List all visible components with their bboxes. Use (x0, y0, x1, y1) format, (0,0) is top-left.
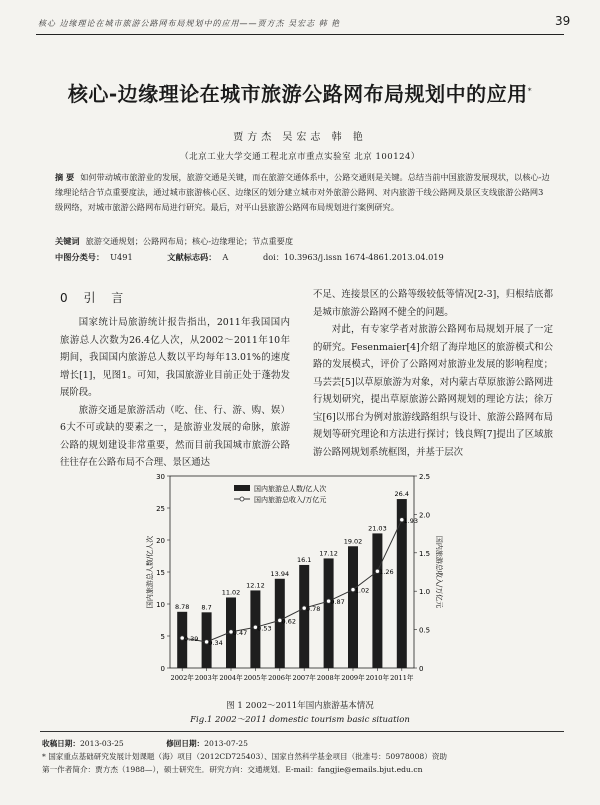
bar-label: 12.12 (246, 581, 265, 590)
y-right-axis-label: 国内旅游总收入/万亿元 (435, 535, 443, 609)
doc-value: A (222, 252, 229, 262)
bar-label: 19.02 (343, 537, 363, 546)
x-tick-label: 2004年 (219, 674, 243, 682)
y-left-tick-label: 10 (156, 601, 165, 609)
section-heading (60, 289, 129, 306)
keywords-label: 关键词 (55, 236, 80, 246)
y-left-tick-label: 5 (160, 633, 165, 641)
y-right-tick-label: 0.5 (419, 626, 431, 635)
paper-title (40, 78, 560, 107)
footnote-dates (42, 738, 562, 750)
x-tick-label: 2008年 (316, 674, 341, 682)
y-right-tick-label: 1.5 (419, 549, 431, 558)
y-right-tick-label: 1.0 (419, 588, 431, 597)
revised-date (166, 739, 268, 748)
income-label: 1.93 (403, 516, 419, 525)
paragraph: 对此，有专家学者对旅游公路网布局规划开展了一定的研究。Fesenmaier[4]介绍了海岸地区的旅游模式和公路的发展模式，评价了公路网对旅游业发展的影响程度；马芸芸[5]以草原旅游为对象，对内蒙古草原旅游公路网进行规划研究，提出草原旅游公路网规划的理论方法；徐万宝[6]以邢台为例对旅游线路组织与设计、旅游公路网布局规划等研究理论和方法进行探讨；钱良辉[7]提出了区域旅游公路网规划系统框图，并基于层次 (313, 324, 553, 458)
bar (372, 533, 382, 668)
y-right-tick-label: 2.0 (419, 511, 431, 520)
abstract-label: 摘 要 (55, 172, 75, 182)
y-left-tick-label: 15 (156, 569, 165, 577)
bar-label: 8.78 (174, 602, 190, 611)
received-value: 2013-03-25 (79, 739, 124, 748)
y-left-tick-label: 25 (156, 505, 165, 513)
bar-label: 16.1 (296, 555, 312, 564)
page-number: 39 (555, 14, 571, 28)
section-number: 0 (60, 291, 74, 305)
bar-label: 13.94 (270, 569, 290, 578)
x-tick-label: 2006年 (268, 674, 292, 682)
clc-label: 中图分类号： (55, 252, 105, 262)
abstract (55, 170, 550, 215)
paragraph: 不足、连接景区的公路等级较低等情况[2-3]，归根结底都是城市旅游公路网不健全的问题。 (313, 289, 553, 318)
income-label: 0.87 (330, 598, 345, 607)
tourism-chart (142, 468, 442, 696)
body-right-column (313, 286, 553, 461)
section-title: 引 言 (83, 291, 130, 305)
doc-label: 文献标志码： (167, 252, 217, 262)
legend-line-marker (240, 497, 244, 501)
paper-title-text: 核心-边缘理论在城市旅游公路网布局规划中的应用 (67, 82, 528, 106)
legend-line-label: 国内旅游总收入/万亿元 (254, 496, 327, 504)
x-tick-label: 2011年 (390, 674, 414, 682)
footnote-rule (40, 731, 564, 732)
y-right-tick-label: 0 (419, 665, 424, 673)
authors: 贾方杰 吴宏志 韩 艳 (233, 132, 367, 143)
revised-label: 修回日期： (166, 739, 205, 748)
bar (348, 546, 358, 668)
footnote-funding: * 国家重点基础研究发展计划课题（海）项目（2012CD725403）、国家自然科学基金项目（批准号：50978008）资助 (42, 752, 448, 761)
income-label: 0.34 (208, 638, 223, 647)
y-left-tick-label: 20 (156, 537, 165, 545)
x-tick-label: 2009年 (341, 674, 365, 682)
income-label: 0.39 (183, 635, 199, 644)
y-left-tick-label: 30 (156, 473, 165, 481)
body-left-column (60, 314, 290, 472)
affiliation: （北京工业大学交通工程北京市重点实验室 北京 100124） (180, 152, 420, 162)
received-label: 收稿日期： (42, 739, 80, 748)
x-tick-label: 2003年 (194, 674, 219, 682)
legend-bar-swatch (234, 485, 250, 491)
bar (324, 558, 334, 668)
bar-label: 17.12 (319, 549, 338, 558)
received-date (42, 739, 144, 748)
keywords-text: 旅游交通规划；公路网布局；核心-边缘理论；节点重要度 (85, 236, 294, 246)
income-label: 0.53 (257, 624, 272, 633)
footnote-first-author: 第一作者简介：贾方杰（1988—），硕士研究生．研究方向：交通规划．E-mail：fangjie@emails.bjut.edu.cn (42, 765, 423, 774)
revised-value: 2013-07-25 (204, 739, 248, 748)
classification-row (55, 250, 550, 265)
header-rule (36, 34, 564, 35)
clc-value: U491 (110, 252, 133, 262)
bar-label: 21.03 (368, 524, 387, 533)
x-tick-label: 2010年 (365, 674, 390, 682)
x-tick-label: 2007年 (292, 674, 316, 682)
keywords (55, 234, 550, 249)
figure-caption-zh: 图 1 2002～2011年国内旅游基本情况 (226, 701, 374, 711)
clc-number (55, 252, 149, 262)
paragraph: 国家统计局旅游统计报告指出，2011年我国国内旅游总人次数为26.4亿人次，从2002～2011年10年期间，我国国内旅游总人数以平均每年13.01%的速度增长[1]，见图1。可知，我国旅游业目前正处于蓬勃发展阶段。 (60, 317, 290, 398)
bar-label: 11.02 (221, 588, 241, 597)
y-left-axis-label: 国内旅游总人数/亿人次 (146, 535, 154, 609)
x-tick-label: 2005年 (243, 674, 268, 682)
bar-label: 26.4 (394, 490, 410, 499)
legend-bar-label: 国内旅游总人数/亿人次 (254, 485, 327, 493)
income-label: 0.47 (232, 628, 248, 637)
y-left-tick-label: 0 (160, 665, 165, 673)
doc-code (167, 252, 244, 262)
doi: doi：10.3963/j.issn 1674-4861.2013.04.019 (262, 252, 444, 262)
title-footnote-mark: * (527, 86, 533, 96)
abstract-text: 如何带动城市旅游业的发展，旅游交通是关键，而在旅游交通体系中，公路交通则是关键。总结当前中国旅游发展现状，以核心-边缘理论结合节点重要度法，通过城市旅游核心区、边缘区的划分建立城市对外旅游公路网、对内旅游干线公路网及景区支线旅游公路网3级网络，对城市旅游公路网布局进行研究。最后，对平山县旅游公路网布局规划进行案例研究。 (55, 172, 550, 212)
income-label: 1.02 (354, 586, 370, 595)
bar (299, 565, 309, 668)
paragraph: 旅游交通是旅游活动（吃、住、行、游、购、娱）6大不可或缺的要素之一，是旅游业发展的命脉，旅游公路的规划建设非常重要，然而目前我国城市旅游公路往往存在公路布局不合理、景区通达 (60, 404, 290, 468)
income-label: 0.62 (281, 617, 297, 626)
x-tick-label: 2002年 (170, 674, 194, 682)
y-right-tick-label: 2.5 (419, 473, 431, 481)
bar-label: 8.7 (201, 603, 212, 612)
income-label: 1.26 (379, 568, 394, 577)
running-head: 核心 边缘理论在城市旅游公路网布局规划中的应用——贾方杰 吴宏志 韩 艳 (38, 19, 341, 28)
figure-caption-en: Fig.1 2002～2011 domestic tourism basic situation (190, 715, 410, 725)
income-label: 0.78 (305, 605, 321, 614)
